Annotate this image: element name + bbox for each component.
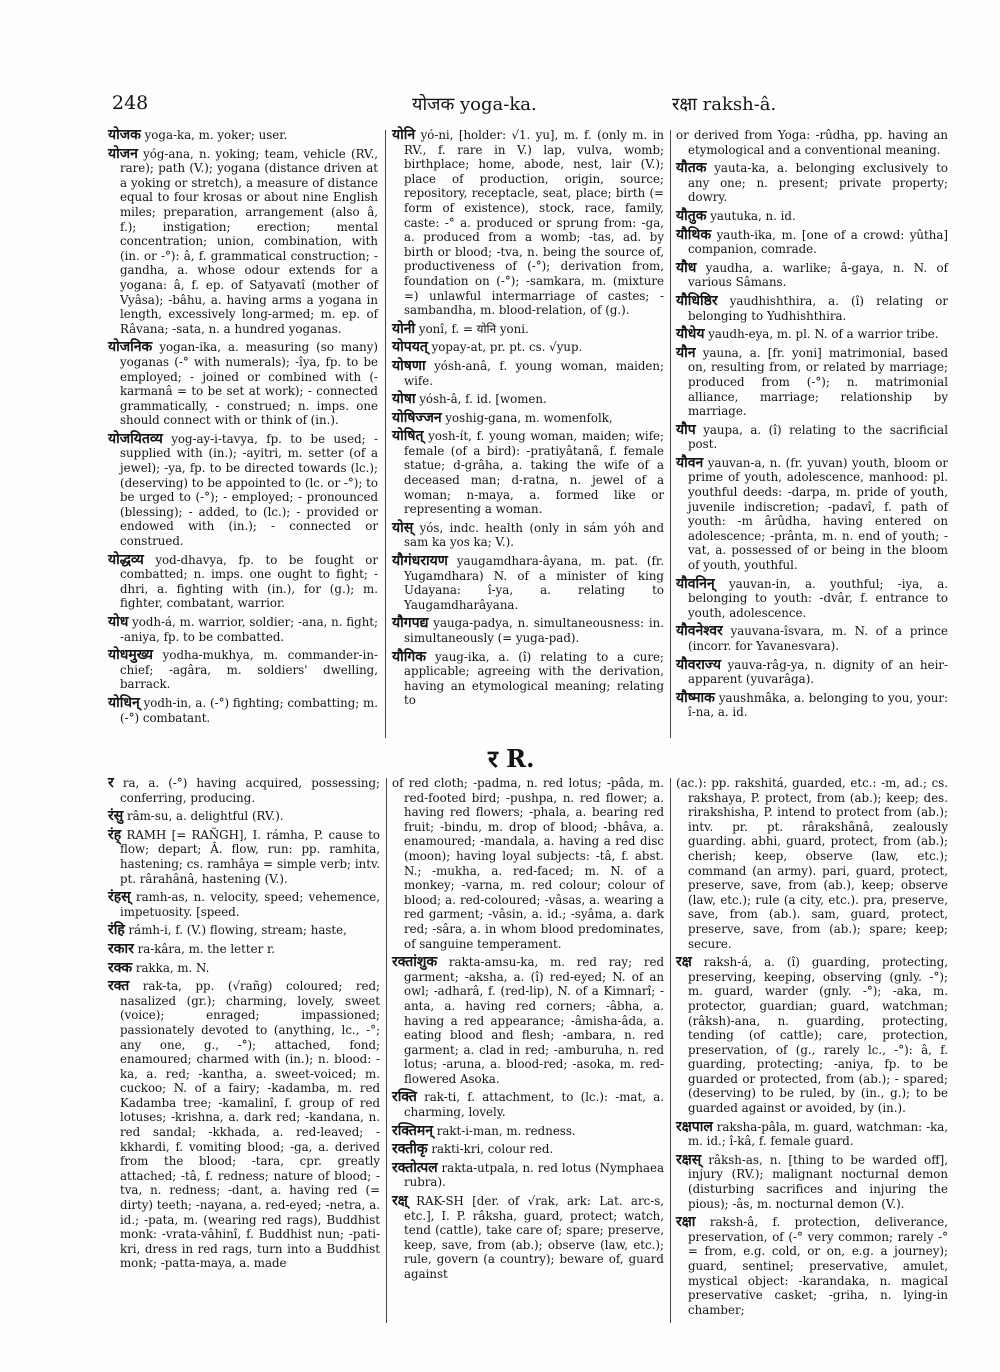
entry-definition: rámh-i, f. (V.) flowing, stream; haste, <box>128 923 347 938</box>
left-running-head: योजक yoga-ka. <box>412 94 537 115</box>
dictionary-entry <box>392 1161 664 1190</box>
dictionary-entry <box>676 1120 948 1149</box>
entry-definition: yauvan-in, a. youthful; -iya, a. belonging to youth: -dvâr, f. entrance to youth, adolescence. <box>688 576 948 620</box>
entry-headword: यौधिष्ठिर <box>676 292 718 309</box>
entry-definition: or derived from Yoga: -rûdha, pp. having an etymological and a conventional meaning. <box>676 128 948 157</box>
dictionary-entry <box>676 228 948 257</box>
entry-definition: yonî, f. = योनि yoni. <box>418 321 529 336</box>
entry-headword: रक्तिमन् <box>392 1122 433 1139</box>
entry-definition: yauna, a. [fr. yoni] matrimonial, based on, resulting from, or related by marriage; produced from (-°); n. matrimonial alliance, marriage; relationship by marriage. <box>688 345 948 419</box>
column-top-left <box>108 128 378 729</box>
entry-definition: raksh-â, f. protection, deliverance, preservation, of (-° very common; rarely -° = from, e.g. cold, or on, e.g. a journey); guard, sentinel; preservative, amulet, mystical object: -karandaka, n. magical preservative casket; -griha, n. lying-in chamber; <box>688 1215 948 1317</box>
dictionary-entry <box>676 327 948 342</box>
dictionary-entry <box>676 776 948 951</box>
entry-headword: यौन <box>676 344 696 361</box>
entry-definition: yaudha, a. warlike; â-gaya, n. N. of various Sâmans. <box>688 260 948 290</box>
entry-headword: रक्ति <box>392 1089 417 1106</box>
entry-definition: ra-kâra, m. the letter r. <box>137 941 276 956</box>
dictionary-entry <box>676 346 948 419</box>
page-header <box>112 88 902 122</box>
entry-headword: योनि <box>392 127 416 143</box>
dictionary-entry <box>676 955 948 1116</box>
entry-definition: yaushmâka, a. belonging to you, your: î-na, a. id. <box>688 690 949 720</box>
entry-headword: रक्तोत्पल <box>392 1159 438 1176</box>
entry-headword: रकार <box>108 940 134 957</box>
entry-definition: yauva-râg-ya, n. dignity of an heir-apparent (yuvarâga). <box>688 657 948 687</box>
entry-definition: yog-ay-i-tavya, fp. to be used; - supplied with (in.); -ayitri, m. setter (of a jewel); -ya, fp. to be directed towards (lc.); (deserving) to be appointed to (lc. or -°); to be urged to (-°); - employed; - pronounced (blessing); - added, to (lc.); - provided or endowed with (in.); - connected or construed. <box>120 431 379 549</box>
entry-headword: रक्क <box>108 959 133 976</box>
entry-headword: योजक <box>108 127 141 143</box>
column-top-right <box>676 128 948 724</box>
entry-definition: yodh-in, a. (-°) fighting; combatting; m. (-°) combatant. <box>120 695 378 725</box>
entry-headword: योध <box>108 614 129 630</box>
dictionary-entry <box>392 1142 664 1157</box>
entry-headword: यौवनिन् <box>676 575 715 592</box>
column-bottom-left <box>108 776 380 1275</box>
dictionary-entry <box>392 521 664 550</box>
dictionary-entry <box>108 942 380 957</box>
dictionary-entry <box>676 456 948 573</box>
entry-headword: यौप <box>676 421 696 438</box>
dictionary-entry <box>108 979 380 1271</box>
entry-headword: यौतक <box>676 160 707 177</box>
dictionary-entry <box>392 1090 664 1119</box>
dictionary-entry <box>676 128 948 157</box>
entry-headword: योस् <box>392 519 414 536</box>
dictionary-entry <box>392 554 664 612</box>
dictionary-entry <box>392 776 664 951</box>
dictionary-entry <box>676 423 948 452</box>
entry-definition: rakka, m. N. <box>135 960 210 975</box>
dictionary-entry <box>676 209 948 224</box>
column-bottom-right <box>676 776 948 1321</box>
entry-headword: योजनिक <box>108 339 153 356</box>
entry-definition: yósh-anâ, f. young woman, maiden; wife. <box>404 358 664 388</box>
entry-headword: यौगिक <box>392 648 427 665</box>
entry-definition: yoga-ka, m. yoker; user. <box>144 128 288 142</box>
dictionary-entry <box>108 553 378 611</box>
dictionary-entry <box>392 340 664 355</box>
dictionary-entry <box>676 261 948 290</box>
entry-headword: यौगपद्य <box>392 615 429 632</box>
dictionary-entry <box>392 1194 664 1282</box>
entry-definition: raksh-á, a. (î) guarding, protecting, preserving, keeping, observing (gnly. -°); m. guard, warder (gnly. -°); -aka, m. protector, guardian; guard, watchman; (râksh)-ana, n. guarding, protecting, tending (of cattle); care, protection, preservation, of (g., rarely lc., -°): â, f. guarding, protecting; -aniya, fp. to be guarded or protected, from (ab.); - spared; (deserving) to be ruled, by (in., g.); to be guarded against or avoided, by (in.). <box>688 955 948 1116</box>
entry-headword: रंहस् <box>108 889 131 906</box>
entry-headword: योनी <box>392 320 416 337</box>
entry-definition: yauth-ika, m. [one of a crowd: yûtha] companion, comrade. <box>688 227 948 257</box>
entry-definition: ramh-as, n. velocity, speed; vehemence, impetuosity. [speed. <box>120 890 381 919</box>
dictionary-entry <box>676 1153 948 1211</box>
dictionary-entry <box>392 955 664 1086</box>
entry-definition: rakt-i-man, m. redness. <box>436 1123 576 1138</box>
entry-definition: yóg-ana, n. yoking; team, vehicle (RV., rare); path (V.); yogana (distance driven at a yoking or stretch), a measure of distance equal to four krosas or about nine English miles; preparation, arrangement (also â, f.); instigation; erection; mental concentration; union, combination, with (in. or -°): â, f. grammatical construction; -gandha, a. whose odour extends for a yogana: â, f. ep. of Satyavatî (mother of Vyâsa); -bâhu, a. having arms a yogana in length, excessively long-armed; m. ep. of Râvana; -sata, n. a hundred yoganas. <box>120 146 378 336</box>
column-top-middle <box>392 128 664 712</box>
entry-headword: योषित् <box>392 428 424 445</box>
entry-headword: रक्षा <box>676 1214 696 1231</box>
entry-definition: rak-ti, f. attachment, to (lc.): -mat, a. charming, lovely. <box>404 1090 664 1120</box>
section-heading: र R. <box>488 744 535 773</box>
dictionary-entry <box>108 147 378 337</box>
column-bottom-middle <box>392 776 664 1286</box>
entry-definition: yod-dhavya, fp. to be fought or combatted; n. imps. one ought to fight; -dhri, a. fighting with (in.), for (g.); m. fighter, combatant, warrior. <box>120 552 378 611</box>
dictionary-entry <box>108 340 378 428</box>
entry-definition: yós, indc. health (only in sám yóh and sam ka yos ka; V.). <box>404 520 665 550</box>
entry-headword: रक्षपाल <box>676 1118 713 1135</box>
entry-headword: यौवराज्य <box>676 656 722 673</box>
column-rule-2 <box>670 130 671 738</box>
dictionary-entry <box>676 691 948 720</box>
entry-definition: yósh-â, f. id. [women. <box>419 392 547 407</box>
entry-definition: yaupa, a. (î) relating to the sacrificial post. <box>688 422 948 452</box>
entry-headword: रंहि <box>108 922 125 939</box>
entry-headword: योपयत् <box>392 339 428 356</box>
dictionary-entry <box>392 322 664 337</box>
entry-headword: योजयितव्य <box>108 430 163 447</box>
entry-definition: yaug-ika, a. (î) relating to a cure; applicable; agreeing with the derivation, having an etymological meaning; relating to <box>404 649 664 708</box>
entry-definition: yauvan-a, n. (fr. yuvan) youth, bloom or prime of youth, adolescence, manhood: pl. youthful deeds: -darpa, m. pride of youth, juvenile indiscretion; -padavî, f. path of youth: -m ârûdha, having entered on adolescence; -prânta, m. n. end of youth; -vat, a. possessed of or being in the bloom of youth, youthful. <box>688 455 949 573</box>
dictionary-entry <box>108 776 380 805</box>
dictionary-entry <box>108 809 380 824</box>
entry-definition: râksh-as, n. [thing to be warded off], injury (RV.); malignant nocturnal demon (disturbing sacrifices and injuring the pious); -âs, m. nocturnal demon (V.). <box>688 1152 948 1211</box>
entry-headword: यौवन <box>676 454 704 471</box>
entry-definition: raksha-pâla, m. guard, watchman: -ka, m. id.; î-kâ, f. female guard. <box>688 1119 948 1149</box>
dictionary-entry <box>108 648 378 692</box>
dictionary-entry <box>108 128 378 143</box>
dictionary-entry <box>108 923 380 938</box>
dictionary-entry <box>392 616 664 645</box>
entry-definition: yaudh-eya, m. pl. N. of a warrior tribe. <box>708 327 939 342</box>
entry-headword: यौतुक <box>676 207 707 224</box>
entry-headword: र <box>108 775 114 791</box>
entry-definition: yó-ni, [holder: √1. yu], m. f. (only m. in RV., f. rare in V.) lap, vulva, womb; birthplace; home, abode, nest, lair (V.); place of production, origin, source; repository, receptacle, seat, place; birth (= form of existence), stock, race, family, caste: -° a. produced or sprung from: -ga, a. produced from a womb; -tas, ad. by birth or blood; -tva, n. being the source of, productiveness of (-°); derivation from, foundation on (-°); -samkara, m. (mixture =) unlawful intermarriage of castes; -sambandha, m. blood-relation, of (g.). <box>404 128 665 318</box>
dictionary-entry <box>108 696 378 725</box>
entry-definition: yautuka, n. id. <box>710 208 796 223</box>
entry-headword: योषा <box>392 391 416 408</box>
entry-definition: rakti-kri, colour red. <box>431 1142 554 1157</box>
entry-headword: यौथिक <box>676 226 712 243</box>
dictionary-entry <box>108 961 380 976</box>
entry-definition: of red cloth; -padma, n. red lotus; -pâda, m. red-footed bird; -pushpa, n. red flower; a. having red flowers; -phala, a. bearing red fruit; -bindu, m. drop of blood; -bhâva, a. enamoured; -mandala, a. having a red disc (moon); having loyal subjects: -tâ, f. abst. N.; -mukha, a. red-faced; m. N. of a monkey; -varna, m. red colour; colour of blood; a. red-coloured; -vâsas, a. wearing a red garment; -vâsin, a. id.; -syâma, a. dark red; -sâra, a. in whom blood predominates, of sanguine temperament. <box>392 776 664 951</box>
entry-definition: yogan-ika, a. measuring (so many) yoganas (-° with numerals); -îya, fp. to be employed; - joined or combined with (- karmanâ = to be set at work); - connected grammatically, - construed; n. imps. one should connect with or think of (in.). <box>120 340 379 428</box>
entry-headword: योषणा <box>392 357 426 374</box>
entry-definition: rakta-amsu-ka, m. red ray; red garment; -aksha, a. (î) red-eyed; N. of an owl; -adharâ, f. (red-lip), N. of a Kimnarî; -anta, a. having red corners; -âbha, a. having a red appearance; -âmisha-âda, a. eating blood and flesh; -ambara, n. red garment; a. clad in red; -amburuha, n. red lotus; -aruna, a. blood-red; -asoka, m. red-flowered Asoka. <box>404 955 665 1086</box>
entry-definition: ra, a. (-°) having acquired, possessing; conferring, producing. <box>120 776 381 805</box>
entry-definition: yodha-mukhya, m. commander-in-chief; -agâra, m. soldiers' dwelling, barrack. <box>120 648 378 692</box>
entry-definition: yaudhishthira, a. (î) relating or belonging to Yudhishthira. <box>688 293 949 323</box>
entry-definition: (ac.): pp. rakshitá, guarded, etc.: -m, ad.; cs. rakshaya, P. protect, from (ab.); keep; des. rirakshisha, P. intend to protect from (ab.); intv. pr. pt. rârakshânâ, zealously guarding. abhi, guard, protect, from (ab.); cherish; keep, observe (law, etc.); command (an army). pari, guard, protect, preserve, save, from (ab.), keep; observe (law, etc.); rule (a city, etc.). pra, preserve, save, from (ab.). sam, guard, protect, preserve, save, from (ab.); spare; keep; secure. <box>676 776 948 951</box>
dictionary-entry <box>676 658 948 687</box>
dictionary-entry <box>676 294 948 323</box>
dictionary-entry <box>676 161 948 205</box>
entry-headword: योषिज्जन <box>392 409 442 426</box>
entry-definition: rak-ta, pp. (√rañg) coloured; red; nasalized (gr.); charming, lovely, sweet (voice); enraged; impassioned; passionately devoted to (anything, lc., -°; any one, g., -°); attached, fond; enamoured; charmed with (in.); n. blood: -ka, a. red; -kantha, a. sweet-voiced; m. cuckoo; N. of a fairy; -kadamba, m. red Kadamba tree; -kamalinî, f. group of red lotuses; -krishna, a. dark red; -kandana, n. red sandal; -kkhada, a. red-leaved; -kkhardi, f. vomiting blood; -ga, a. derived from the blood; -tara, cpr. greatly attached; -tâ, f. redness; nature of blood; -tva, n. redness; -dant, a. having red (= dirty) teeth; -nayana, a. red-eyed; -netra, a. id.; -pata, m. (wearing red rags), Buddhist monk: -vrata-vâhinî, f. Buddhist nun; -pati-kri, dress in red rags, turn into a Buddhist monk; -patta-maya, a. made <box>120 979 381 1271</box>
entry-headword: रंह् <box>108 826 122 843</box>
right-running-head: रक्षा raksh-â. <box>672 94 777 115</box>
entry-definition: yodh-á, m. warrior, soldier; -ana, n. fight; -aniya, fp. to be combatted. <box>120 615 379 644</box>
dictionary-entry <box>392 1124 664 1139</box>
entry-definition: yopay-at, pr. pt. cs. √yup. <box>431 340 583 355</box>
dictionary-entry <box>392 411 664 426</box>
dictionary-entry <box>392 650 664 708</box>
entry-definition: rakta-utpala, n. red lotus (Nymphaea rubra). <box>404 1160 664 1190</box>
entry-headword: रक्ष <box>676 954 692 971</box>
entry-definition: RAK-SH [der. of √rak, ark: Lat. arc-s, etc.], I. P. râksha, guard, protect; watch, tend (cattle), take care of; spare; preserve, keep, save, from (ab.); observe (law, etc.); rule, govern (a country); beware of, guard against <box>404 1194 664 1281</box>
entry-headword: यौगंधरायण <box>392 553 448 570</box>
entry-headword: रक्त <box>108 978 130 995</box>
entry-headword: रक्ष् <box>392 1193 408 1210</box>
entry-headword: योद्धव्य <box>108 551 144 568</box>
dictionary-entry <box>108 615 378 644</box>
dictionary-entry <box>108 890 380 919</box>
entry-headword: रंसु <box>108 808 124 825</box>
entry-headword: यौध <box>676 259 697 276</box>
dictionary-entry <box>392 429 664 517</box>
dictionary-entry <box>108 828 380 886</box>
entry-headword: रक्तांशुक <box>392 954 438 971</box>
entry-definition: râm-su, a. delightful (RV.). <box>126 809 284 824</box>
dictionary-entry <box>676 1215 948 1317</box>
entry-headword: योधमुख्य <box>108 647 154 664</box>
column-rule-4 <box>670 778 671 1323</box>
entry-definition: yaugamdhara-âyana, m. pat. (fr. Yugamdhara) N. of a minister of king Udayana: î-ya, a. relating to Yaugamdharâyana. <box>404 554 664 612</box>
entry-headword: रक्तीकृ <box>392 1141 428 1158</box>
column-rule-1 <box>385 130 386 738</box>
column-rule-3 <box>386 778 387 1323</box>
entry-definition: yauta-ka, a. belonging exclusively to any one; n. present; private property; dowry. <box>688 161 948 205</box>
dictionary-entry <box>676 577 948 621</box>
entry-headword: यौष्माक <box>676 689 715 706</box>
dictionary-entry <box>676 624 948 653</box>
dictionary-entry <box>392 128 664 318</box>
entry-headword: योधिन् <box>108 694 140 711</box>
entry-headword: यौधेय <box>676 326 705 343</box>
entry-definition: yauvana-îsvara, m. N. of a prince (incorr. for Yavanesvara). <box>688 624 948 653</box>
entry-headword: यौवनेश्वर <box>676 623 723 640</box>
page-number: 248 <box>112 92 149 114</box>
entry-definition: yauga-padya, n. simultaneousness: in. simultaneously (= yuga-pad). <box>404 616 665 645</box>
entry-headword: योजन <box>108 145 138 162</box>
entry-definition: RAMH [= RAÑGH], I. rámha, P. cause to flow; depart; Â. flow, run: pp. ramhita, hastening; cs. ramhâya = simple verb; intv. pt. rârahânâ, hastening (V.). <box>120 827 380 886</box>
entry-definition: yoshig-gana, m. womenfolk, <box>445 410 613 425</box>
dictionary-entry <box>392 359 664 388</box>
entry-headword: रक्षस् <box>676 1151 702 1168</box>
dictionary-entry <box>108 432 378 549</box>
dictionary-entry <box>392 392 664 407</box>
entry-definition: yosh-ít, f. young woman, maiden; wife; female (of a bird): -pratiyâtanâ, f. female statue; d-grâha, a. taking the wife of a deceased man; d-ratna, n. jewel of a woman; n-maya, a. formed like or representing a woman. <box>404 429 665 517</box>
